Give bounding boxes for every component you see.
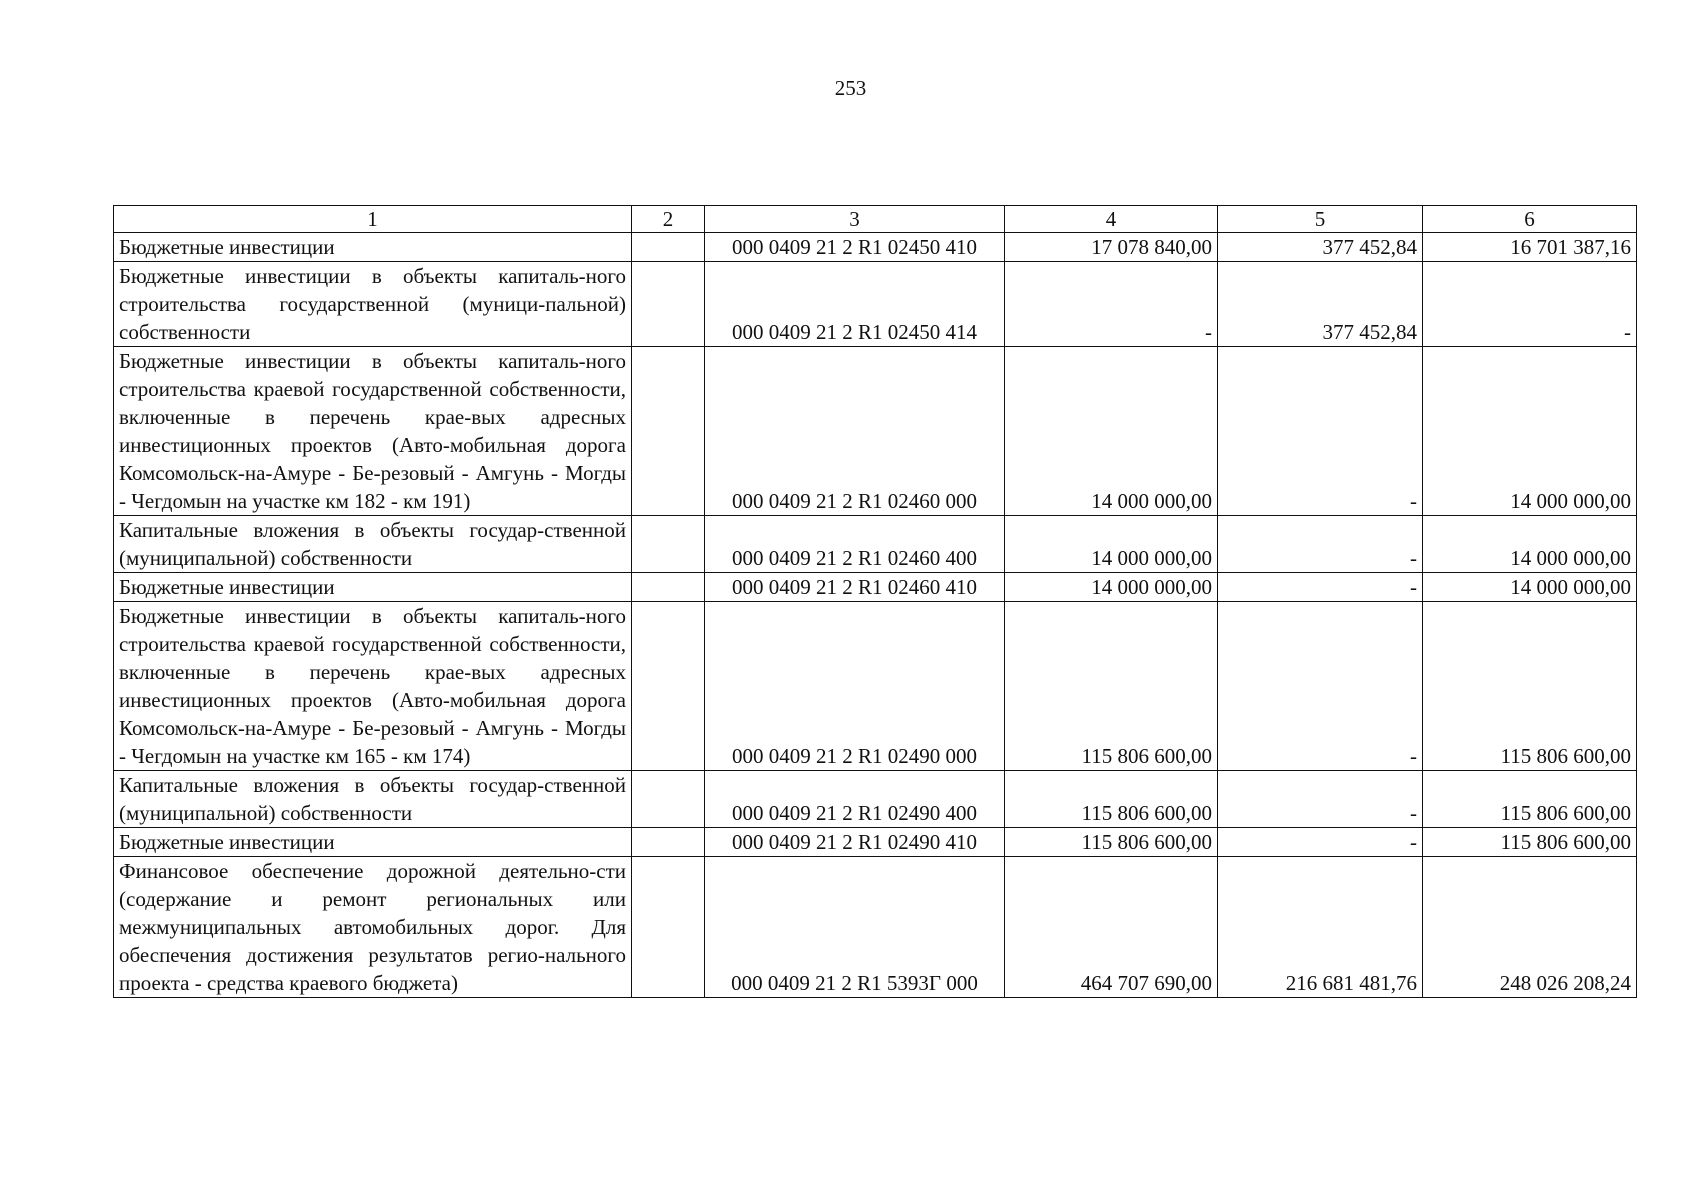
table-header-row — [114, 206, 1637, 233]
column-6-value: 115 806 600,00 — [1423, 828, 1637, 857]
budget-code: 000 0409 21 2 R1 02490 400 — [705, 771, 1005, 828]
item-name: Капитальные вложения в объекты государ-ственной (муниципальной) собственности — [114, 516, 632, 573]
column-6-value: 14 000 000,00 — [1423, 573, 1637, 602]
column-4-value: 464 707 690,00 — [1005, 857, 1218, 998]
budget-code: 000 0409 21 2 R1 02450 414 — [705, 262, 1005, 347]
column-5-value: - — [1218, 347, 1423, 516]
budget-code: 000 0409 21 2 R1 02460 400 — [705, 516, 1005, 573]
column-2-value — [632, 602, 705, 771]
column-5-value: - — [1218, 573, 1423, 602]
item-name: Финансовое обеспечение дорожной деятельно-сти (содержание и ремонт региональных или межмуниципальных автомобильных дорог. Для обеспечения достижения результатов регио-нального проекта - средства краевого бюджета) — [114, 857, 632, 998]
item-name: Бюджетные инвестиции в объекты капиталь-ного строительства краевой государственной собственности, включенные в перечень крае-вых адресных инвестиционных проектов (Авто-мобильная дорога Комсомольск-на-Амуре - Бе-резовый - Амгунь - Могды - Чегдомын на участке км 165 - км 174) — [114, 602, 632, 771]
column-6-value: 115 806 600,00 — [1423, 602, 1637, 771]
budget-code: 000 0409 21 2 R1 02460 000 — [705, 347, 1005, 516]
column-header: 4 — [1005, 206, 1218, 233]
budget-table — [113, 205, 1637, 998]
column-header: 1 — [114, 206, 632, 233]
column-4-value: 17 078 840,00 — [1005, 233, 1218, 262]
table-row — [114, 857, 1637, 998]
column-4-value: 115 806 600,00 — [1005, 602, 1218, 771]
column-6-value: 16 701 387,16 — [1423, 233, 1637, 262]
column-5-value: - — [1218, 771, 1423, 828]
column-4-value: 14 000 000,00 — [1005, 516, 1218, 573]
column-2-value — [632, 233, 705, 262]
budget-code: 000 0409 21 2 R1 02450 410 — [705, 233, 1005, 262]
item-name: Капитальные вложения в объекты государ-ственной (муниципальной) собственности — [114, 771, 632, 828]
column-5-value: 377 452,84 — [1218, 233, 1423, 262]
column-2-value — [632, 771, 705, 828]
column-4-value: - — [1005, 262, 1218, 347]
column-6-value: 115 806 600,00 — [1423, 771, 1637, 828]
column-2-value — [632, 573, 705, 602]
item-name: Бюджетные инвестиции — [114, 573, 632, 602]
column-4-value: 115 806 600,00 — [1005, 828, 1218, 857]
table-row — [114, 347, 1637, 516]
item-name: Бюджетные инвестиции в объекты капиталь-ного строительства краевой государственной собственности, включенные в перечень крае-вых адресных инвестиционных проектов (Авто-мобильная дорога Комсомольск-на-Амуре - Бе-резовый - Амгунь - Могды - Чегдомын на участке км 182 - км 191) — [114, 347, 632, 516]
column-6-value: 14 000 000,00 — [1423, 347, 1637, 516]
column-2-value — [632, 828, 705, 857]
budget-code: 000 0409 21 2 R1 5393Г 000 — [705, 857, 1005, 998]
column-header: 6 — [1423, 206, 1637, 233]
column-6-value: 248 026 208,24 — [1423, 857, 1637, 998]
table-row — [114, 828, 1637, 857]
column-2-value — [632, 516, 705, 573]
table-row — [114, 573, 1637, 602]
table-row — [114, 602, 1637, 771]
column-5-value: 216 681 481,76 — [1218, 857, 1423, 998]
column-5-value: - — [1218, 602, 1423, 771]
column-4-value: 14 000 000,00 — [1005, 347, 1218, 516]
item-name: Бюджетные инвестиции — [114, 233, 632, 262]
column-2-value — [632, 262, 705, 347]
column-2-value — [632, 857, 705, 998]
table-row — [114, 771, 1637, 828]
item-name: Бюджетные инвестиции — [114, 828, 632, 857]
page-number: 253 — [834, 76, 867, 100]
column-header: 5 — [1218, 206, 1423, 233]
budget-code: 000 0409 21 2 R1 02490 410 — [705, 828, 1005, 857]
column-5-value: 377 452,84 — [1218, 262, 1423, 347]
budget-code: 000 0409 21 2 R1 02460 410 — [705, 573, 1005, 602]
column-2-value — [632, 347, 705, 516]
column-6-value: - — [1423, 262, 1637, 347]
table-row — [114, 516, 1637, 573]
column-5-value: - — [1218, 516, 1423, 573]
column-header: 3 — [705, 206, 1005, 233]
column-6-value: 14 000 000,00 — [1423, 516, 1637, 573]
column-4-value: 115 806 600,00 — [1005, 771, 1218, 828]
table-row — [114, 262, 1637, 347]
item-name: Бюджетные инвестиции в объекты капиталь-ного строительства государственной (муници-пальной) собственности — [114, 262, 632, 347]
column-4-value: 14 000 000,00 — [1005, 573, 1218, 602]
column-5-value: - — [1218, 828, 1423, 857]
column-header: 2 — [632, 206, 705, 233]
budget-code: 000 0409 21 2 R1 02490 000 — [705, 602, 1005, 771]
table-row — [114, 233, 1637, 262]
